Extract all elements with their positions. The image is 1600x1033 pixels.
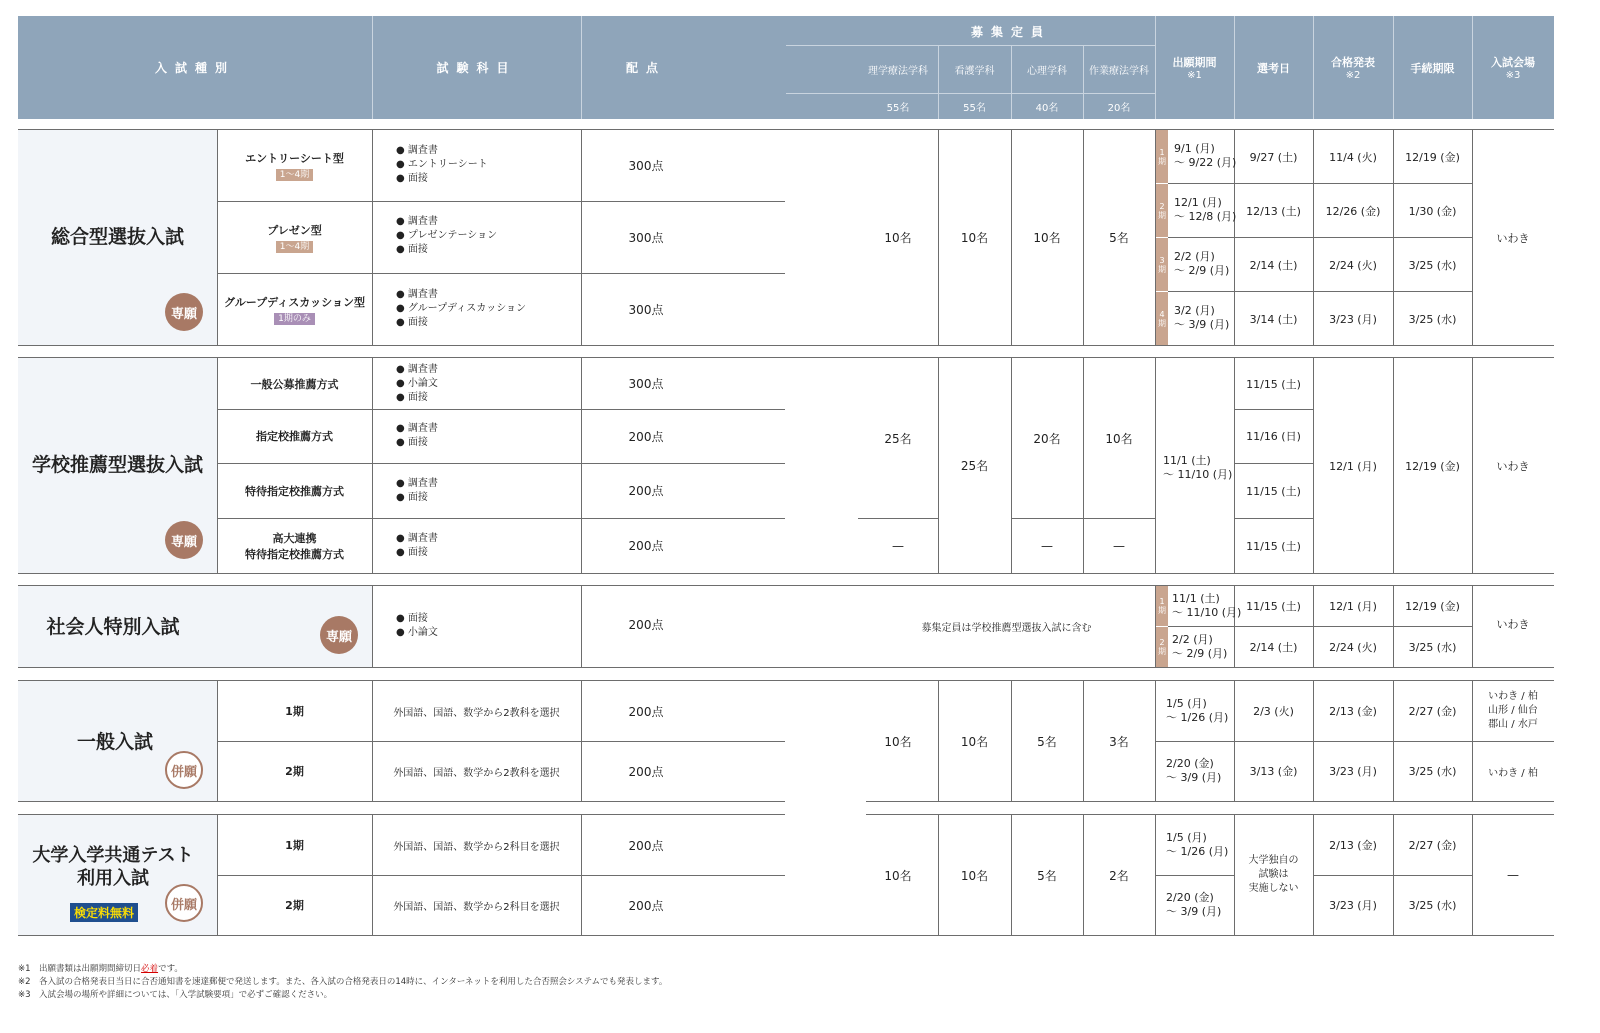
shakai-badge: 専願 xyxy=(320,616,358,654)
period-marker: 3 期 xyxy=(1156,238,1168,291)
sogo-deadline-2: 1/30 (金) xyxy=(1408,204,1457,218)
shakai-subjects: ● 面接 ● 小論文 xyxy=(396,613,438,638)
ippan-row-2-name: 2期 xyxy=(285,765,304,778)
sogo-points-1: 300点 xyxy=(628,159,664,173)
cap-psych: 40名 xyxy=(1035,102,1059,114)
school-exam-1: 11/15 (土) xyxy=(1246,377,1301,391)
sogo-exam-1: 9/27 (土) xyxy=(1249,150,1298,164)
school-cap-psych-dash: — xyxy=(1041,538,1053,553)
ippan-venue-2: いわき / 柏 xyxy=(1488,767,1538,779)
shakai-period-2: 2/2 (月) ～ 2/9 (月) xyxy=(1172,633,1228,660)
free-exam-fee-badge: 検定料無料 xyxy=(70,902,138,922)
school-points-2: 200点 xyxy=(628,429,664,444)
sogo-deadline-1: 12/19 (金) xyxy=(1405,150,1460,164)
ippan-row-1-name: 1期 xyxy=(285,705,304,718)
sogo-cap-pt: 10名 xyxy=(884,231,912,245)
cap-ot: 20名 xyxy=(1107,102,1131,114)
kyotsu-venue: — xyxy=(1507,868,1519,882)
footnote-3: ※3 入試会場の場所や詳細については、「入学試験要項」で必ずご確認ください。 xyxy=(18,990,333,1000)
kyotsu-period-1: 1/5 (月) ～ 1/26 (月) xyxy=(1166,831,1229,858)
shakai-exam-2: 2/14 (土) xyxy=(1249,641,1298,654)
school-title: 学校推薦型選抜入試 xyxy=(31,453,203,476)
sogo-cap-nurse: 10名 xyxy=(960,231,989,245)
kyotsu-row-2-points: 200点 xyxy=(628,898,664,913)
header-venue: 入試会場 ※3 xyxy=(1491,56,1535,81)
ippan-deadline-2: 3/25 (水) xyxy=(1408,765,1457,778)
shakai-cap-note: 募集定員は学校推薦型選抜入試に含む xyxy=(921,623,1092,634)
school-subjects-3: ● 調査書 ● 面接 xyxy=(396,478,438,503)
school-type-2: 指定校推薦方式 xyxy=(256,430,333,443)
shakai-venue: いわき xyxy=(1496,618,1530,631)
header-result: 合格発表 ※2 xyxy=(1331,56,1375,81)
sogo-exam-4: 3/14 (土) xyxy=(1249,312,1298,326)
shakai-points: 200点 xyxy=(628,617,664,632)
dept-psych: 心理学科 xyxy=(1027,65,1067,77)
sogo-subjects-1: ● 調査書 ● エントリーシート ● 面接 xyxy=(396,145,488,184)
header-points: 配点 xyxy=(625,61,666,75)
school-points-4: 200点 xyxy=(628,539,664,553)
dept-ot: 作業療法学科 xyxy=(1089,65,1149,77)
period-tag: 1～4期 xyxy=(276,241,313,253)
sogo-type-2: プレゼン型 1～4期 xyxy=(267,223,322,252)
shakai-title: 社会人特別入試 xyxy=(46,615,180,638)
ippan-exam-2: 3/13 (金) xyxy=(1249,765,1298,778)
ippan-badge: 併願 xyxy=(165,751,203,789)
sogo-cap-ot: 5名 xyxy=(1109,231,1129,245)
ippan-cap-pt: 10名 xyxy=(884,734,912,749)
school-cap-nurse: 25名 xyxy=(960,459,989,473)
sogo-subjects-3: ● 調査書 ● グループディスカッション ● 面接 xyxy=(396,289,527,328)
period-marker: 1 期 xyxy=(1156,586,1168,626)
kyotsu-deadline-2: 3/25 (水) xyxy=(1408,899,1457,912)
period-marker: 2 期 xyxy=(1156,627,1168,667)
ippan-exam-1: 2/3 (火) xyxy=(1253,705,1294,718)
school-type-3: 特待指定校推薦方式 xyxy=(245,484,344,498)
dept-nurse: 看護学科 xyxy=(954,65,995,77)
ippan-result-2: 3/23 (月) xyxy=(1329,765,1377,778)
kyotsu-row-2-name: 2期 xyxy=(285,899,304,912)
header-deadline: 手続期限 xyxy=(1410,61,1455,75)
cap-nurse: 55名 xyxy=(963,102,986,114)
school-exam-3: 11/15 (土) xyxy=(1246,484,1301,498)
header-period: 出願期間 ※1 xyxy=(1172,56,1217,81)
kyotsu-row-1-subjects: 外国語、国語、数学から2科目を選択 xyxy=(393,841,560,853)
school-exam-4: 11/15 (土) xyxy=(1246,539,1301,553)
ippan-row-2-points: 200点 xyxy=(628,764,664,779)
kyotsu-row-1-points: 200点 xyxy=(628,838,664,853)
ippan-row-1-subjects: 外国語、国語、数学から2教科を選択 xyxy=(393,707,560,719)
ippan-venue-1: いわき / 柏 山形 / 仙台 郡山 / 水戸 xyxy=(1488,691,1538,730)
period-marker: 1 期 xyxy=(1156,130,1168,183)
school-type-1: 一般公募推薦方式 xyxy=(250,377,339,391)
ippan-result-1: 2/13 (金) xyxy=(1329,705,1377,718)
footnote-1: ※1 出願書類は出願期間締切日必着です。 xyxy=(18,964,183,974)
period-marker: 4 期 xyxy=(1156,292,1168,345)
shakai-exam-1: 11/15 (土) xyxy=(1246,600,1301,613)
sogo-type-3: グループディスカッション型 1期のみ xyxy=(224,295,365,324)
sogo-points-2: 300点 xyxy=(628,230,664,245)
school-exam-2: 11/16 (日) xyxy=(1246,430,1301,443)
school-result: 12/1 (月) xyxy=(1329,459,1377,473)
school-subjects-1: ● 調査書 ● 小論文 ● 面接 xyxy=(396,364,438,403)
school-deadline: 12/19 (金) xyxy=(1405,459,1460,473)
ippan-period-1: 1/5 (月) ～ 1/26 (月) xyxy=(1166,697,1229,724)
period-marker: 2 期 xyxy=(1156,184,1168,237)
sogo-period-2: 12/1 (月) ～ 12/8 (月) xyxy=(1174,196,1237,223)
header-capacity: 募集定員 xyxy=(970,25,1051,39)
sogo-period-1: 9/1 (月) ～ 9/22 (月) xyxy=(1174,142,1237,169)
school-venue: いわき xyxy=(1496,459,1530,473)
shakai-result-1: 12/1 (月) xyxy=(1329,600,1377,613)
kyotsu-result-2: 3/23 (月) xyxy=(1329,899,1377,912)
sogo-exam-3: 2/14 (土) xyxy=(1249,258,1298,272)
kyotsu-row-2-subjects: 外国語、国語、数学から2科目を選択 xyxy=(393,901,560,913)
kyotsu-title: 大学入学共通テスト 利用入試 xyxy=(32,845,194,889)
school-cap-pt: 25名 xyxy=(884,431,912,446)
sogo-title: 総合型選抜入試 xyxy=(50,225,184,248)
kyotsu-result-1: 2/13 (金) xyxy=(1329,839,1377,852)
kyotsu-cap-pt: 10名 xyxy=(884,868,912,883)
ippan-period-2: 2/20 (金) ～ 3/9 (月) xyxy=(1166,757,1222,784)
ippan-cap-psych: 5名 xyxy=(1037,734,1057,749)
school-points-1: 300点 xyxy=(628,377,664,391)
sogo-period-4: 3/2 (月) ～ 3/9 (月) xyxy=(1174,304,1230,331)
school-type-4: 高大連携 特待指定校推薦方式 xyxy=(245,531,344,561)
school-points-3: 200点 xyxy=(628,484,664,498)
header-exam-day: 選考日 xyxy=(1257,61,1290,75)
shakai-period-1: 11/1 (土) ～ 11/10 (月) xyxy=(1172,592,1242,619)
kyotsu-cap-psych: 5名 xyxy=(1037,868,1057,883)
header-type: 入試種別 xyxy=(154,61,235,75)
sogo-result-1: 11/4 (火) xyxy=(1329,150,1377,164)
shakai-result-2: 2/24 (火) xyxy=(1329,641,1377,654)
sogo-result-3: 2/24 (火) xyxy=(1329,258,1377,272)
ippan-deadline-1: 2/27 (金) xyxy=(1408,705,1457,718)
sogo-deadline-3: 3/25 (水) xyxy=(1408,258,1457,272)
sogo-cap-psych: 10名 xyxy=(1033,231,1061,245)
school-cap-psych: 20名 xyxy=(1033,431,1061,446)
kyotsu-exam: 大学独自の 試験は 実施しない xyxy=(1248,855,1299,894)
sogo-subjects-2: ● 調査書 ● プレゼンテーション ● 面接 xyxy=(396,216,498,255)
kyotsu-cap-ot: 2名 xyxy=(1109,868,1129,883)
ippan-cap-ot: 3名 xyxy=(1109,734,1129,749)
sogo-deadline-4: 3/25 (水) xyxy=(1408,312,1457,326)
kyotsu-period-2: 2/20 (金) ～ 3/9 (月) xyxy=(1166,891,1222,918)
school-cap-pt-dash: — xyxy=(892,538,904,553)
ippan-row-2-subjects: 外国語、国語、数学から2教科を選択 xyxy=(393,767,560,779)
footnote-2: ※2 各入試の合格発表日当日に合否通知書を速達郵便で発送します。また、各入試の合格発表日の14時に、インターネットを利用した合否照会システムでも発表します。 xyxy=(18,977,668,987)
shakai-deadline-1: 12/19 (金) xyxy=(1405,600,1460,613)
ippan-row-1-points: 200点 xyxy=(628,704,664,719)
period-tag: 1期のみ xyxy=(274,313,315,325)
sogo-period-3: 2/2 (月) ～ 2/9 (月) xyxy=(1174,250,1230,277)
school-subjects-4: ● 調査書 ● 面接 xyxy=(396,533,438,558)
header-subjects: 試験科目 xyxy=(436,61,517,75)
ippan-cap-nurse: 10名 xyxy=(960,734,989,749)
sogo-type-1: エントリーシート型 1～4期 xyxy=(245,152,344,180)
shakai-deadline-2: 3/25 (水) xyxy=(1408,641,1457,654)
cap-pt: 55名 xyxy=(886,102,910,114)
kyotsu-badge: 併願 xyxy=(165,884,203,922)
kyotsu-deadline-1: 2/27 (金) xyxy=(1408,839,1457,852)
sogo-badge: 専願 xyxy=(165,293,203,331)
dept-pt: 理学療法学科 xyxy=(868,65,928,77)
school-badge: 専願 xyxy=(165,521,203,559)
school-period: 11/1 (土) ～ 11/10 (月) xyxy=(1163,454,1233,481)
sogo-result-4: 3/23 (月) xyxy=(1329,312,1377,326)
sogo-points-3: 300点 xyxy=(628,302,664,317)
ippan-title: 一般入試 xyxy=(76,730,153,753)
school-cap-ot: 10名 xyxy=(1105,431,1133,446)
kyotsu-row-1-name: 1期 xyxy=(285,839,304,852)
period-tag: 1～4期 xyxy=(276,169,313,181)
school-subjects-2: ● 調査書 ● 面接 xyxy=(396,423,438,448)
school-cap-ot-dash: — xyxy=(1113,538,1125,553)
sogo-exam-2: 12/13 (土) xyxy=(1246,204,1301,218)
sogo-venue: いわき xyxy=(1496,231,1530,245)
kyotsu-cap-nurse: 10名 xyxy=(960,868,989,883)
sogo-result-2: 12/26 (金) xyxy=(1325,204,1381,218)
